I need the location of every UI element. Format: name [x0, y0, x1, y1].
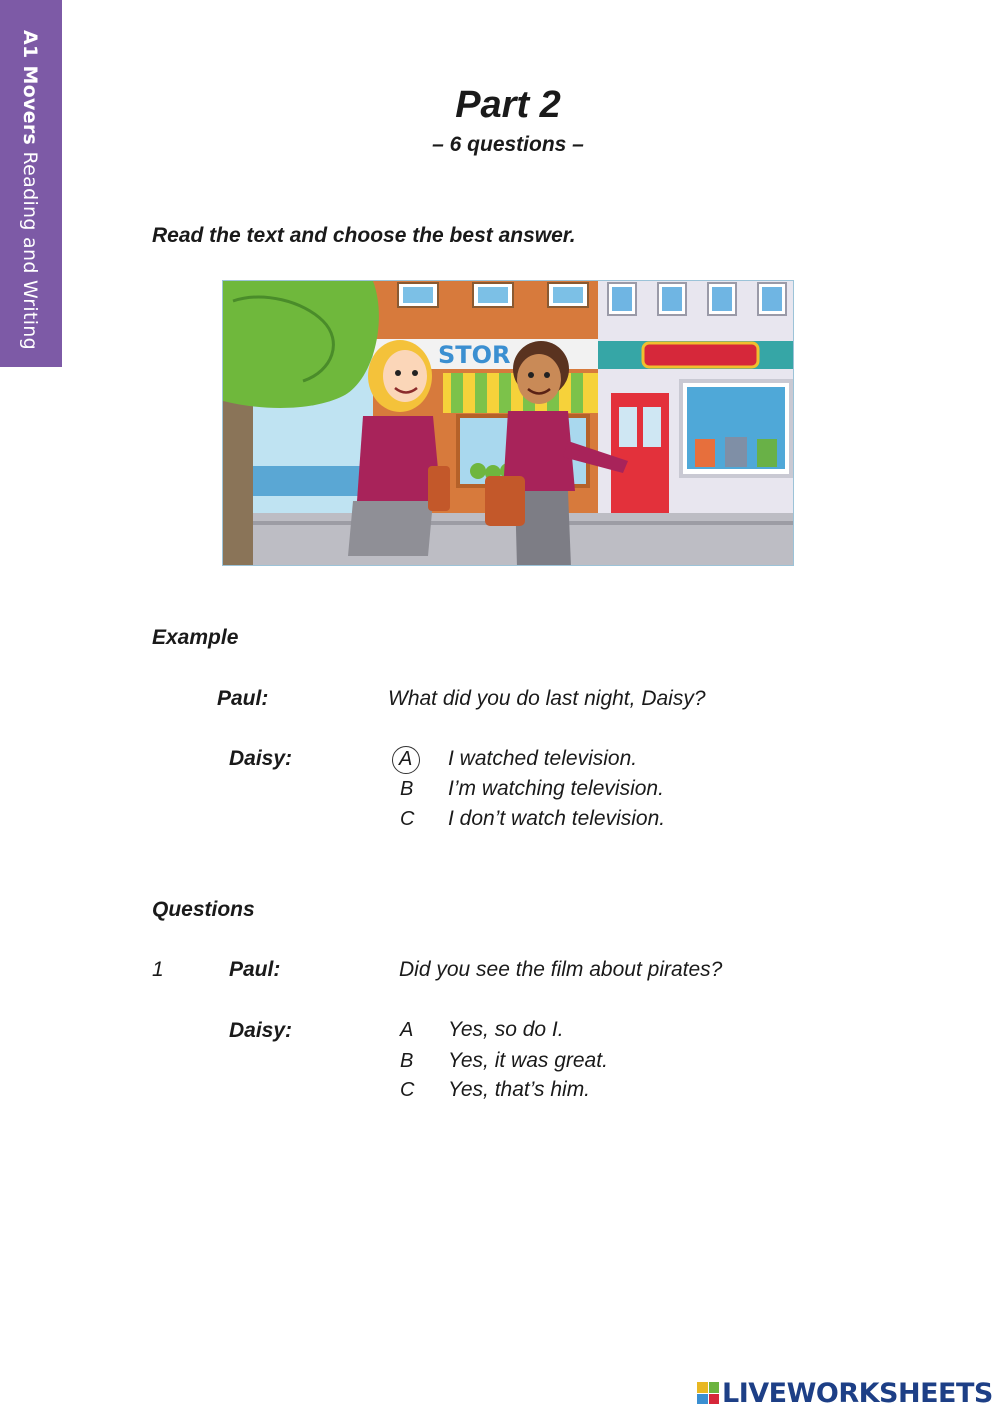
questions-heading: Questions — [152, 898, 255, 921]
example-heading: Example — [152, 626, 239, 649]
question-prompt-speaker: Paul: — [229, 958, 281, 981]
example-option-text: I watched television. — [448, 747, 638, 770]
example-option-letter: C — [400, 808, 415, 830]
option-text: Yes, that’s him. — [448, 1078, 591, 1101]
example-reply-speaker: Daisy: — [229, 747, 293, 770]
shop-sign-text: STOR — [438, 341, 511, 369]
side-tab — [0, 0, 62, 367]
example-prompt-speaker: Paul: — [217, 687, 269, 710]
question-number: 1 — [152, 958, 164, 981]
side-tab-label: A1 Movers Reading and Writing — [19, 30, 41, 351]
logo-mark-icon — [697, 1382, 719, 1404]
option-letter: C — [400, 1079, 415, 1101]
example-option-text: I’m watching television. — [448, 777, 664, 800]
question-prompt-text: Did you see the film about pirates? — [399, 958, 723, 981]
option-text: Yes, it was great. — [448, 1049, 608, 1072]
street-illustration — [222, 280, 794, 566]
question-reply-speaker: Daisy: — [229, 1019, 293, 1042]
option-letter: A — [400, 1019, 414, 1041]
example-option-text: I don’t watch television. — [448, 807, 666, 830]
example-prompt-text: What did you do last night, Daisy? — [388, 687, 706, 710]
option-letter: B — [400, 1050, 414, 1072]
option-text: Yes, so do I. — [448, 1018, 564, 1041]
liveworksheets-logo — [697, 1377, 993, 1409]
instruction-text: Read the text and choose the best answer. — [152, 224, 576, 247]
page-title: Part 2 — [455, 84, 561, 126]
example-option-letter: A — [399, 748, 413, 770]
page-subtitle: – 6 questions – — [432, 133, 584, 156]
example-option-letter: B — [400, 778, 414, 800]
logo-text: LIVEWORKSHEETS — [722, 1377, 993, 1409]
